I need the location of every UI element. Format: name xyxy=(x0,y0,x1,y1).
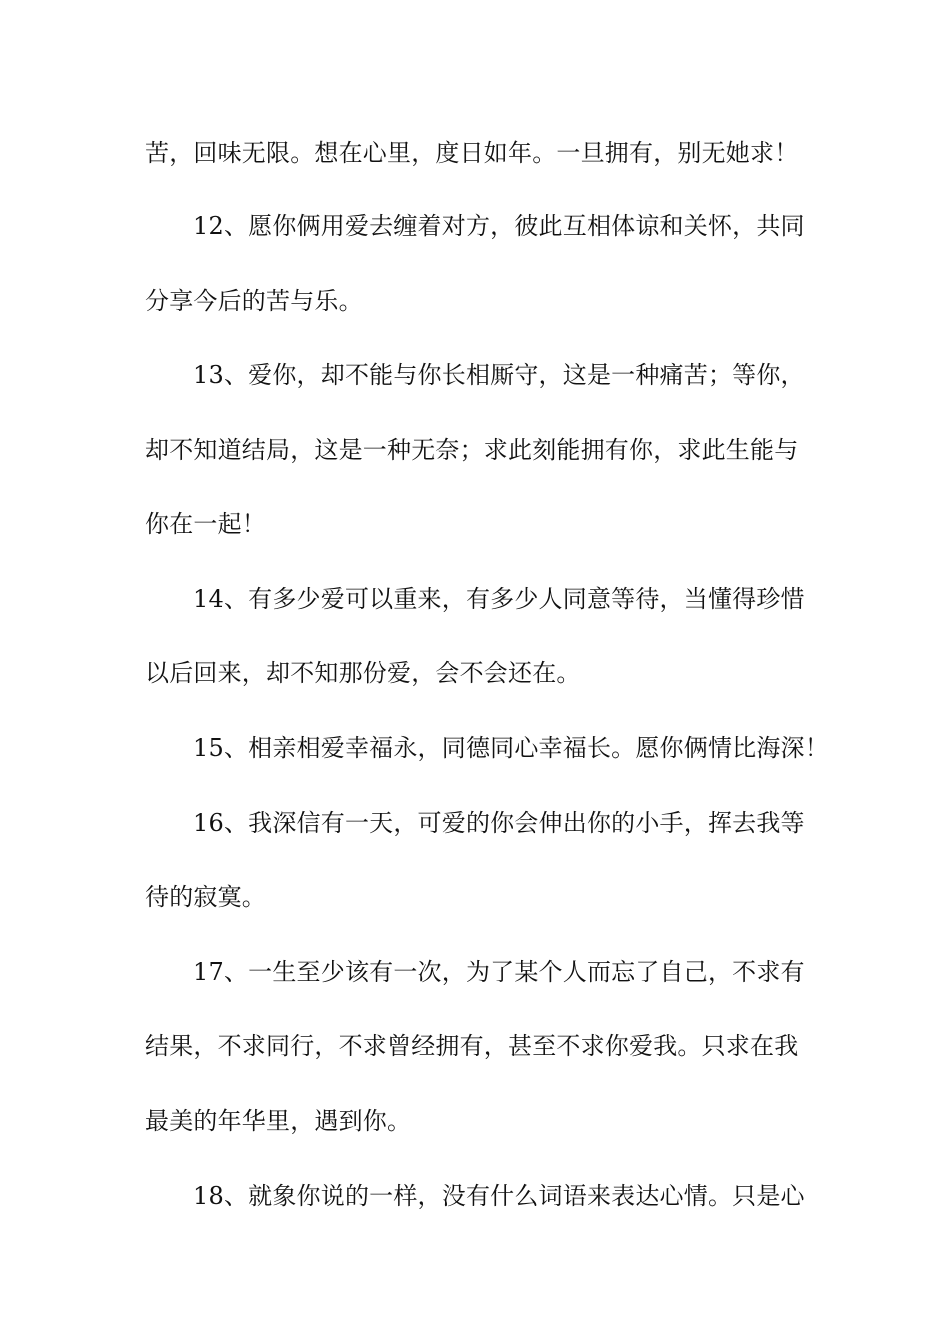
paragraph-18-line-1: 18、就象你说的一样，没有什么词语来表达心情。只是心 xyxy=(193,1182,805,1210)
paragraph-14-line-1: 14、有多少爱可以重来，有多少人同意等待，当懂得珍惜 xyxy=(193,585,805,613)
paragraph-16-line-2: 待的寂寞。 xyxy=(145,883,266,911)
paragraph-17-line-2: 结果，不求同行，不求曾经拥有，甚至不求你爱我。只求在我 xyxy=(145,1032,799,1060)
paragraph-12-line-1: 12、愿你俩用爱去缠着对方，彼此互相体谅和关怀，共同 xyxy=(193,212,805,240)
paragraph-13-line-1: 13、爱你，却不能与你长相厮守，这是一种痛苦；等你， xyxy=(193,361,805,389)
paragraph-16-line-1: 16、我深信有一天，可爱的你会伸出你的小手，挥去我等 xyxy=(193,809,805,837)
paragraph-12-line-2: 分享今后的苦与乐。 xyxy=(145,287,363,315)
paragraph-17-line-1: 17、一生至少该有一次，为了某个人而忘了自己，不求有 xyxy=(193,958,805,986)
text-line: 苦，回味无限。想在心里，度日如年。一旦拥有，别无她求！ xyxy=(145,139,799,167)
paragraph-17-line-3: 最美的年华里，遇到你。 xyxy=(145,1107,412,1135)
paragraph-13-line-3: 你在一起！ xyxy=(145,510,266,538)
paragraph-14-line-2: 以后回来，却不知那份爱，会不会还在。 xyxy=(145,659,581,687)
paragraph-15-line-1: 15、相亲相爱幸福永，同德同心幸福长。愿你俩情比海深！ xyxy=(193,734,829,762)
paragraph-13-line-2: 却不知道结局，这是一种无奈；求此刻能拥有你，求此生能与 xyxy=(145,436,799,464)
